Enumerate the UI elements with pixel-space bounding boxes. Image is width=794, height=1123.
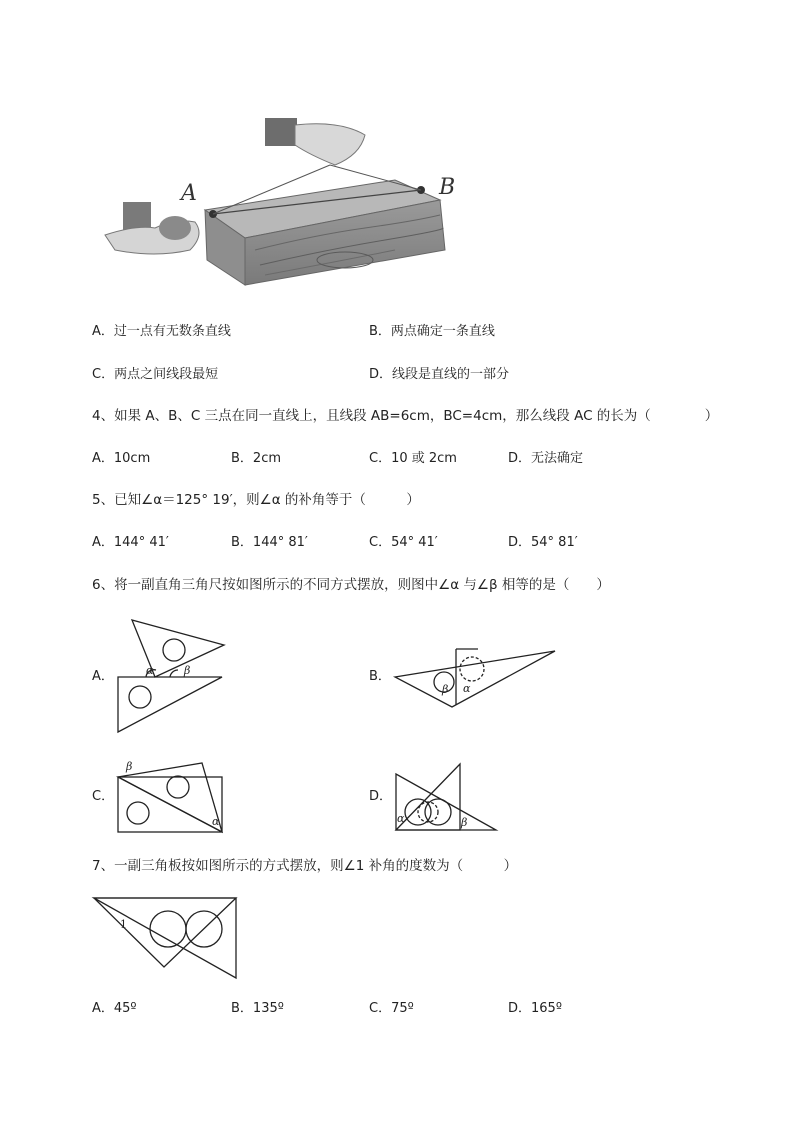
q6c-beta-label: β (126, 760, 133, 773)
q6-option-d[interactable]: D． (369, 789, 393, 804)
q3-option-b[interactable]: B．两点确定一条直线 (369, 324, 495, 339)
q4-option-a[interactable]: A．10cm (92, 451, 151, 466)
q7-option-a[interactable]: A．45º (92, 1001, 137, 1016)
q5-option-c[interactable]: C．54° 41′ (369, 535, 438, 550)
q6d-alpha-label: α (397, 812, 405, 825)
q7-angle-label: 1 (120, 918, 127, 931)
q6-figure-d (392, 760, 502, 835)
q6-option-c[interactable]: C． (92, 789, 115, 804)
q6b-alpha-label: α (463, 682, 471, 695)
string-block-figure (95, 110, 465, 295)
q4-stem: 4、如果 A、B、C 三点在同一直线上，且线段 AB=6cm，BC=4cm，那么线段 AC 的长为（ ） (92, 408, 719, 424)
q7-option-c[interactable]: C．75º (369, 1001, 414, 1016)
point-b-label: B (439, 175, 456, 200)
q5-stem: 5、已知∠α＝125° 19′，则∠α 的补角等于（ ） (92, 492, 420, 508)
q3-option-a[interactable]: A．过一点有无数条直线 (92, 324, 231, 339)
q6d-beta-label: β (461, 816, 468, 829)
q6-option-b[interactable]: B． (369, 669, 391, 684)
q5-option-b[interactable]: B．144° 81′ (231, 535, 308, 550)
q6a-alpha-label: α (146, 664, 154, 677)
q7-option-b[interactable]: B．135º (231, 1001, 284, 1016)
q6-figure-b (390, 645, 565, 710)
q6b-beta-label: β (442, 683, 449, 696)
q7-stem: 7、一副三角板按如图所示的方式摆放，则∠1 补角的度数为（ ） (92, 858, 518, 874)
q6a-beta-label: β (184, 664, 191, 677)
q6c-alpha-label: α (212, 815, 220, 828)
q4-option-b[interactable]: B．2cm (231, 451, 282, 466)
q3-option-c[interactable]: C．两点之间线段最短 (92, 367, 219, 382)
point-a-label: A (181, 181, 197, 206)
q5-option-a[interactable]: A．144° 41′ (92, 535, 169, 550)
q4-option-d[interactable]: D．无法确定 (508, 451, 584, 466)
q6-figure-a (110, 612, 230, 737)
q6-stem: 6、将一副直角三角尺按如图所示的不同方式摆放，则图中∠α 与∠β 相等的是（ ） (92, 577, 610, 593)
q3-option-d[interactable]: D．线段是直线的一部分 (369, 367, 510, 382)
q7-figure (90, 893, 245, 983)
q6-figure-c (110, 755, 230, 835)
q4-option-c[interactable]: C．10 或 2cm (369, 451, 457, 466)
q5-option-d[interactable]: D．54° 81′ (508, 535, 578, 550)
q7-option-d[interactable]: D．165º (508, 1001, 562, 1016)
q6-option-a[interactable]: A． (92, 669, 114, 684)
